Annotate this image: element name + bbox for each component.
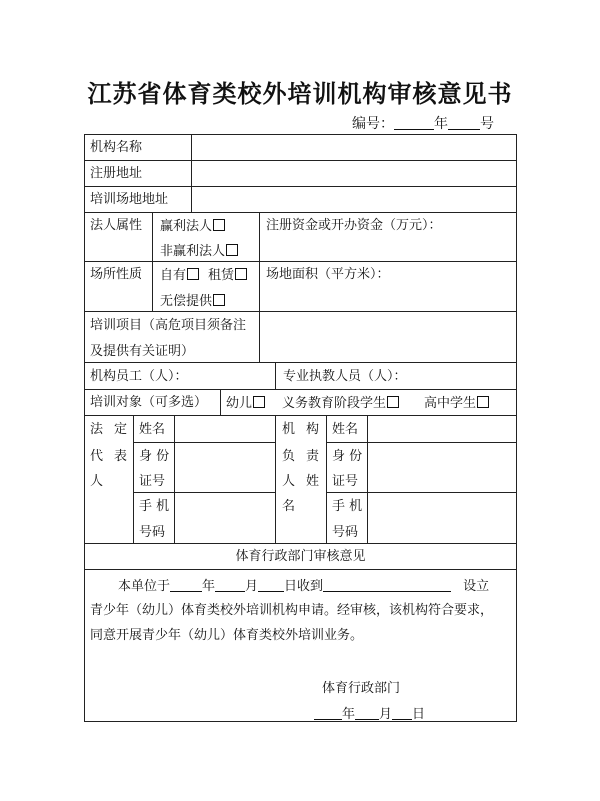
program-label-line2: 及提供有关证明）: [90, 344, 195, 359]
principal-char-7: 名: [282, 499, 296, 514]
highschool-option[interactable]: [424, 396, 489, 410]
review-day-field[interactable]: [258, 578, 284, 592]
child-checkbox[interactable]: [253, 396, 265, 408]
review-p1-prefix: 本单位于: [118, 579, 171, 594]
review-p1-year: 年: [202, 579, 216, 594]
nonprofit-corp-label: 非赢利法人: [160, 244, 226, 259]
review-date-year: 年: [342, 707, 356, 722]
review-heading: 体育行政部门审核意见: [235, 549, 366, 564]
legal-rep-char-4: 表: [114, 449, 128, 464]
child-option[interactable]: [226, 396, 265, 410]
principal-char-5: 人: [282, 474, 296, 489]
serial-number-field[interactable]: [448, 115, 480, 130]
review-date-year-field[interactable]: [314, 706, 342, 720]
principal-phone-field[interactable]: [367, 492, 517, 544]
review-p1-day: 日收到: [284, 579, 324, 594]
legal-rep-char-3: 代: [90, 449, 104, 464]
nonprofit-corp-option[interactable]: [160, 244, 238, 258]
rented-checkbox[interactable]: [235, 268, 247, 280]
training-address-field[interactable]: [191, 186, 517, 213]
target-label: 培训对象（可多选）: [90, 395, 208, 410]
org-name-label: 机构名称: [90, 140, 143, 155]
reg-address-field[interactable]: [191, 160, 517, 187]
licensed-staff-label: 专业执教人员（人）：: [283, 369, 407, 384]
principal-char-3: 负: [282, 449, 296, 464]
legal-rep-id-field[interactable]: [174, 442, 276, 493]
free-provided-option[interactable]: [160, 294, 225, 308]
review-date-day-field[interactable]: [392, 706, 412, 720]
legal-rep-id-label-line2: 证号: [139, 474, 166, 489]
reg-address-label: 注册地址: [90, 166, 143, 181]
profit-corp-checkbox[interactable]: [213, 219, 225, 231]
principal-char-2: 构: [306, 422, 320, 437]
serial-year-field[interactable]: [394, 115, 434, 130]
program-field[interactable]: [259, 311, 517, 363]
serial-number-unit: 号: [480, 116, 494, 132]
venue-type-label: 场所性质: [90, 267, 143, 282]
legal-rep-phone-label-line1: 手 机: [139, 499, 170, 514]
highschool-checkbox[interactable]: [477, 396, 489, 408]
review-p1-month: 月: [245, 579, 259, 594]
compulsory-option[interactable]: [282, 396, 399, 410]
capital-label: 注册资金或开办资金（万元）：: [266, 218, 442, 233]
venue-area-label: 场地面积（平方米）：: [266, 267, 390, 282]
staff-label: 机构员工（人）：: [90, 369, 188, 384]
org-name-field[interactable]: [191, 134, 517, 161]
compulsory-label: 义务教育阶段学生: [282, 396, 387, 411]
profit-corp-option[interactable]: [160, 219, 225, 233]
review-date-month: 月: [379, 707, 393, 722]
principal-char-4: 责: [306, 449, 320, 464]
nonprofit-corp-checkbox[interactable]: [226, 244, 238, 256]
principal-phone-label-line2: 号码: [332, 525, 359, 540]
review-paragraph-3: 同意开展青少年（幼儿）体育类校外培训业务。: [90, 628, 364, 643]
compulsory-checkbox[interactable]: [387, 396, 399, 408]
review-month-field[interactable]: [215, 578, 245, 592]
legal-rep-phone-field[interactable]: [174, 492, 276, 544]
review-date-month-field[interactable]: [355, 706, 379, 720]
principal-id-label-line2: 证号: [332, 474, 359, 489]
principal-id-field[interactable]: [367, 442, 517, 493]
rented-label: 租赁: [208, 268, 235, 283]
legal-rep-char-1: 法: [90, 422, 104, 437]
serial-label: 编号：: [352, 116, 394, 132]
review-applicant-field[interactable]: [323, 578, 451, 592]
legal-rep-char-5: 人: [90, 474, 104, 489]
program-label-line1: 培训项目（高危项目须备注: [90, 318, 247, 333]
free-provided-checkbox[interactable]: [213, 294, 225, 306]
principal-id-label-line1: 身 份: [332, 449, 363, 464]
principal-phone-label-line1: 手 机: [332, 499, 363, 514]
legal-rep-name-label: 姓名: [139, 422, 166, 437]
review-paragraph-2: 青少年（幼儿）体育类校外培训机构申请。经审核，该机构符合要求，: [90, 603, 494, 618]
legal-rep-char-2: 定: [114, 422, 128, 437]
principal-char-6: 姓: [306, 474, 320, 489]
legal-attr-label: 法人属性: [90, 218, 143, 233]
review-date: [314, 706, 425, 721]
highschool-label: 高中学生: [424, 396, 477, 411]
review-paragraph-1: [118, 578, 489, 593]
owned-label: 自有: [160, 268, 187, 283]
serial-year-unit: 年: [434, 116, 448, 132]
legal-rep-id-label-line1: 身 份: [139, 449, 170, 464]
legal-rep-phone-label-line2: 号码: [139, 525, 166, 540]
profit-corp-label: 赢利法人: [160, 219, 213, 234]
principal-name-field[interactable]: [367, 415, 517, 443]
review-signature: 体育行政部门: [322, 681, 401, 696]
legal-rep-name-field[interactable]: [174, 415, 276, 443]
page-title: 江苏省体育类校外培训机构审核意见书: [87, 80, 513, 108]
free-provided-label: 无偿提供: [160, 294, 213, 309]
rented-option[interactable]: [208, 268, 247, 282]
serial-number: [352, 113, 494, 133]
review-p1-suffix: 设立: [463, 579, 490, 594]
review-date-day: 日: [412, 707, 426, 722]
child-label: 幼儿: [226, 396, 253, 411]
review-year-field[interactable]: [170, 578, 202, 592]
owned-checkbox[interactable]: [187, 268, 199, 280]
principal-char-1: 机: [282, 422, 296, 437]
principal-name-label: 姓名: [332, 422, 359, 437]
training-address-label: 培训场地地址: [90, 192, 169, 207]
owned-option[interactable]: [160, 268, 199, 282]
